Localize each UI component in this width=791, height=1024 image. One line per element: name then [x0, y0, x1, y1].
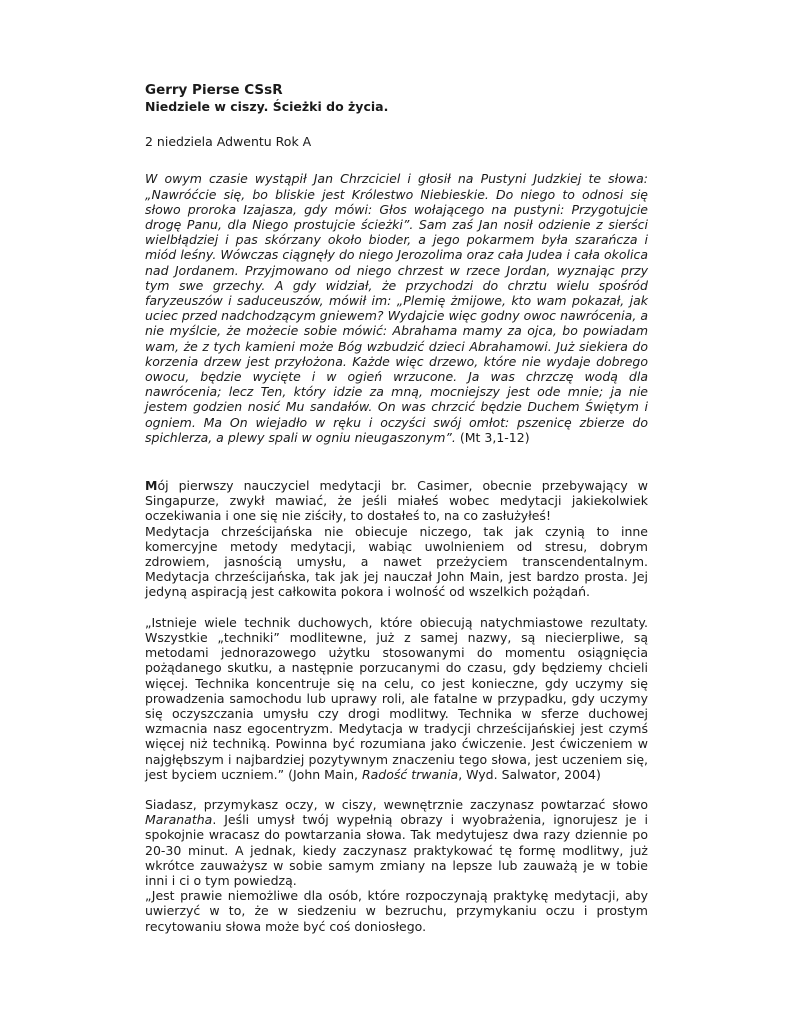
citation-title: Radość trwania — [361, 766, 459, 782]
paragraph-2: Medytacja chrześcijańska nie obiecuje niczego, tak jak czynią to inne komercyjne metody medytacji, wabiąc uwolnieniem od stresu, dobrym zdrowiem, jasnością umysłu, a nawet przeżyciem transcendentalnym. Medytacja chrześcijańska, tak jak jej nauczał John Main, jest bardzo prosta. Jej jedyną aspiracją jest całkowita pokora i wolność od wszelkich pożądań. — [145, 523, 648, 600]
book-subtitle: Niedziele w ciszy. Ścieżki do życia. — [145, 99, 389, 114]
gospel-reference: (Mt 3,1-12) — [455, 429, 530, 445]
paragraph-5: „Jest prawie niemożliwe dla osób, które rozpoczynają praktykę medytacji, aby uwierzyć w to, że w siedzeniu w bezruchu, przymykaniu oczu i prostym recytowaniu słowa może być coś doniosłego. — [145, 888, 648, 934]
mantra-word: Maranatha — [145, 812, 213, 828]
paragraph-1-text: ój pierwszy nauczyciel medytacji br. Casimer, obecnie przebywający w Singapurze, zwykł mawiać, że jeśli miałeś wobec medytacji jakiekolwiek oczekiwania i one się nie ziściły, to dostałeś to, na co zasłużyłeś! — [145, 478, 648, 524]
citation-post: , Wyd. Salwator, 2004) — [458, 766, 601, 782]
author-heading: Gerry Pierse CSsR — [145, 82, 283, 98]
paragraph-initial: M — [145, 478, 158, 494]
paragraph-3-quote — [145, 615, 648, 782]
paragraph-1 — [145, 478, 648, 524]
document-page — [145, 82, 648, 934]
paragraph-4-pre: Siadasz, przymykasz oczy, w ciszy, wewnętrznie zaczynasz powtarzać słowo — [145, 796, 648, 812]
paragraph-4-post: . Jeśli umysł twój wypełnią obrazy i wyobrażenia, ignorujesz je i spokojnie wracasz do powtarzania słowa. Tak medytujesz dwa razy dziennie po 20-30 minut. A jednak, kiedy zaczynasz praktykować tę formę modlitwy, już wkrótce zauważysz w sobie samym zmiany na lepsze lub zauważą je w tobie inni i ci o tym powiedzą. — [145, 812, 648, 888]
quote-text: „Istnieje wiele technik duchowych, które obiecują natychmiastowe rezultaty. Wszystkie „techniki” modlitewne, już z samej nazwy, są niecierpliwe, są metodami jednorazowego użytku stosowanymi do momentu osiągnięcia pożądanego skutku, a następnie porzucanymi do czasu, gdy będziemy chcieli więcej. Technika koncentruje się na celu, co jest konieczne, gdy uczymy się prowadzenia samochodu lub uprawy roli, ale fatalne w przypadku, gdy uczymy się oczyszczania umysłu czy drogi modlitwy. Technika w sferze duchowej wzmacnia nasz egocentryzm. Medytacja w tradycji chrześcijańskiej jest czymś więcej niż techniką. Powinna być rozumiana jako ćwiczenie. Jest ćwiczeniem w najgłębszym i najbardziej pozytywnym znaczeniu tego słowa, jest uczeniem się, jest byciem uczniem. — [145, 614, 648, 782]
gospel-reading — [145, 171, 648, 445]
citation-pre: ” (John Main, — [277, 766, 362, 782]
liturgical-occasion: 2 niedziela Adwentu Rok A — [145, 134, 312, 150]
gospel-text: W owym czasie wystąpił Jan Chrzciciel i głosił na Pustyni Judzkiej te słowa: „Nawróćcie się, bo bliskie jest Królestwo Niebieskie. Do niego to odnosi się słowo proroka Izajasza, gdy mówi: Głos wołającego na pustyni: Przygotujcie drogę Panu, dla Niego prostujcie ścieżki”. Sam zaś Jan nosił odzienie z sierści wielbłądziej i pas skórzany około bioder, a jego pokarmem była szarańcza i miód leśny. Wówczas ciągnęły do niego Jerozolima oraz cała Judea i cała okolica nad Jordanem. Przyjmowano od niego chrzest w rzece Jordan, wyznając przy tym swe grzechy. A gdy widział, że przychodzi do chrztu wielu spośród faryzeuszów i saduceuszów, mówił im: „Plemię żmijowe, kto wam pokazał, jak uciec przed nadchodzącym gniewem? Wydajcie więc godny owoc nawrócenia, a nie myślcie, że możecie sobie mówić: Abrahama mamy za ojca, bo powiadam wam, że z tych kamieni może Bóg wzbudzić dzieci Abrahamowi. Już siekiera do korzenia drzew jest przyłożona. Każde więc drzewo, które nie wydaje dobrego owocu, będzie wycięte i w ogień wrzucone. Ja was chrzczę wodą dla nawrócenia; lecz Ten, który idzie za mną, mocniejszy jest ode mnie; ja nie jestem godzien nosić Mu sandałów. On was chrzcić będzie Duchem Świętym i ogniem. Ma On wiejadło w ręku i oczyści swój omłot: pszenicę zbierze do spichlerza, a plewy spali w ogniu nieugaszonym”. — [145, 171, 648, 445]
paragraph-4 — [145, 797, 648, 888]
